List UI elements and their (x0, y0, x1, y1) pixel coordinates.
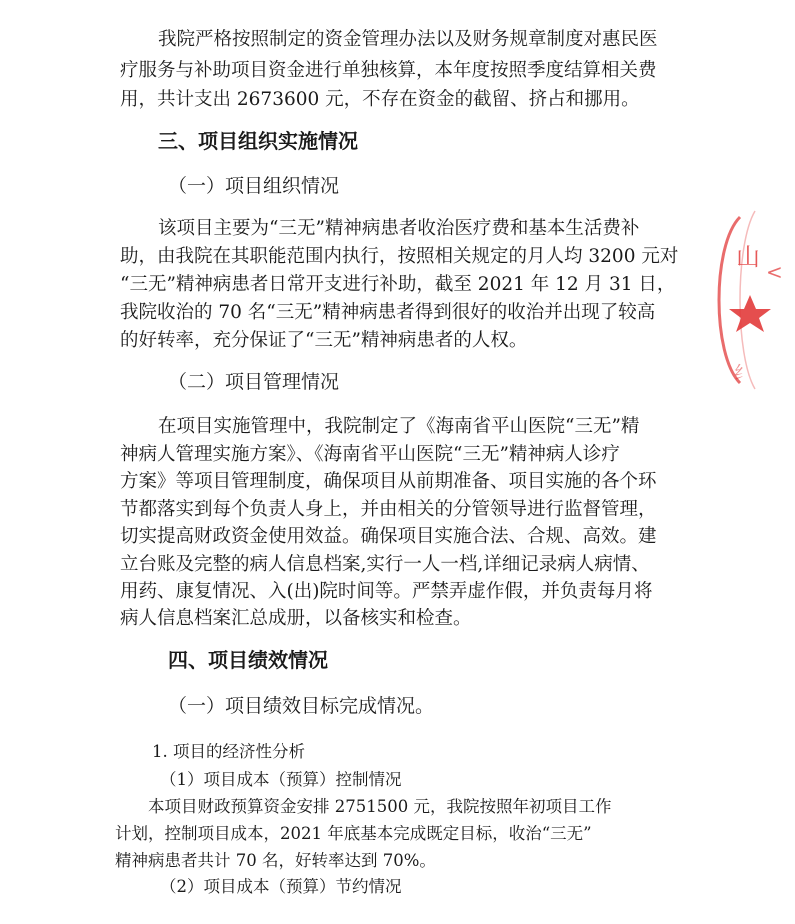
paragraph-funds-line-3: 用，共计支出 2673600 元，不存在资金的截留、挤占和挪用。 (120, 89, 640, 110)
heading-cost-control: （1）项目成本（预算）控制情况 (160, 770, 402, 789)
paragraph-organization-line-4: 我院收治的 70 名“三无”精神病患者得到很好的收治并出现了较高 (120, 302, 656, 323)
paragraph-management-line-1: 在项目实施管理中，我院制定了《海南省平山医院“三无”精 (158, 416, 640, 437)
paragraph-organization-line-3: “三无”精神病患者日常开支进行补助，截至 2021 年 12 月 31 日， (120, 274, 676, 295)
seal-char-bottom: 纟 (734, 363, 752, 384)
paragraph-management-line-3: 方案》等项目管理制度，确保项目从前期准备、项目实施的各个环 (120, 471, 657, 492)
heading-section-3: 三、项目组织实施情况 (158, 129, 358, 153)
seal-star-icon (729, 295, 771, 332)
paragraph-management-line-2: 神病人管理实施方案》、《海南省平山医院“三无”精神病人诊疗 (120, 444, 620, 465)
heading-performance-goals: （一）项目绩效目标完成情况。 (168, 695, 435, 717)
paragraph-management-line-6: 立台账及完整的病人信息档案,实行一人一档,详细记录病人病情、 (120, 554, 650, 575)
heading-section-4: 四、项目绩效情况 (168, 648, 328, 672)
paragraph-management-line-5: 切实提高财政资金使用效益。确保项目实施合法、合规、高效。建 (120, 526, 657, 547)
paragraph-management-line-7: 用药、康复情况、入(出)院时间等。严禁弄虚作假，并负责每月将 (120, 581, 653, 602)
red-star-seal (700, 205, 795, 395)
paragraph-management-line-8: 病人信息档案汇总成册，以备核实和检查。 (120, 608, 472, 629)
paragraph-budget-line-1: 本项目财政预算资金安排 2751500 元，我院按照年初项目工作 (148, 797, 612, 816)
paragraph-funds-line-1: 我院严格按照制定的资金管理办法以及财务规章制度对惠民医 (158, 29, 658, 50)
paragraph-budget-line-2: 计划，控制项目成本，2021 年底基本完成既定目标，收治“三无” (115, 824, 592, 843)
paragraph-organization-line-1: 该项目主要为“三无”精神病患者收治医疗费和基本生活费补 (158, 218, 640, 239)
heading-economic-analysis: 1. 项目的经济性分析 (152, 742, 305, 761)
seal-char-top: 山 (736, 243, 760, 271)
svg-text:<: < (766, 260, 783, 284)
paragraph-budget-line-3: 精神病患者共计 70 名，好转率达到 70%。 (115, 851, 436, 870)
paragraph-organization-line-2: 助，由我院在其职能范围内执行，按照相关规定的月人均 3200 元对 (120, 246, 679, 267)
paragraph-organization-line-5: 的好转率，充分保证了“三无”精神病患者的人权。 (120, 330, 528, 351)
heading-organization: （一）项目组织情况 (168, 175, 340, 197)
paragraph-funds-line-2: 疗服务与补助项目资金进行单独核算，本年度按照季度结算相关费 (120, 60, 657, 81)
heading-cost-savings: （2）项目成本（预算）节约情况 (160, 877, 402, 896)
paragraph-management-line-4: 节都落实到每个负责人身上，并由相关的分管领导进行监督管理， (120, 499, 657, 520)
heading-management: （二）项目管理情况 (168, 371, 340, 393)
